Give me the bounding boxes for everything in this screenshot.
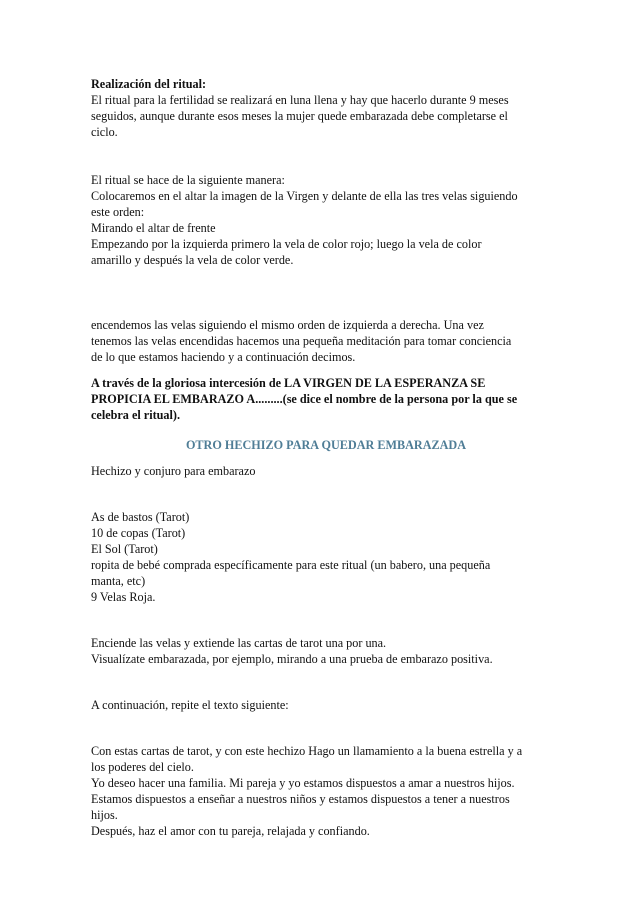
materials-item: ropita de bebé comprada específicamente para este ritual (un babero, una pequeña — [91, 558, 491, 572]
ritual-text-line: El ritual para la fertilidad se realizará en luna llena y hay que hacerlo durante 9 meses — [91, 93, 509, 107]
spacer — [91, 423, 561, 437]
repeat-section — [91, 697, 561, 713]
subtitle-text: Hechizo y conjuro para embarazo — [91, 464, 256, 478]
spell-line: Después, haz el amor con tu pareja, relajada y confiando. — [91, 824, 370, 838]
spacer — [91, 268, 561, 317]
subtitle — [91, 463, 561, 479]
spacer — [91, 140, 561, 172]
section-heading: OTRO HECHIZO PARA QUEDAR EMBARAZADA — [185, 438, 467, 452]
instructions-line: Colocaremos en el altar la imagen de la Virgen y delante de ella las tres velas siguiendo — [91, 189, 518, 203]
invocation-line: A través de la gloriosa intercesión de LA VIRGEN DE LA ESPERANZA SE — [91, 376, 486, 390]
materials-item: El Sol (Tarot) — [91, 542, 158, 556]
invocation-section — [91, 375, 561, 423]
steps-line: Visualízate embarazada, por ejemplo, mirando a una prueba de embarazo positiva. — [91, 652, 493, 666]
steps-section — [91, 635, 561, 667]
lighting-line: de lo que estamos haciendo y a continuación decimos. — [91, 350, 356, 364]
ritual-text-line: ciclo. — [91, 125, 118, 139]
ritual-title: Realización del ritual: — [91, 77, 207, 91]
materials-item: As de bastos (Tarot) — [91, 510, 190, 524]
instructions-section — [91, 172, 561, 268]
instructions-line: El ritual se hace de la siguiente manera: — [91, 173, 285, 187]
steps-line: Enciende las velas y extiende las cartas de tarot una por una. — [91, 636, 387, 650]
spell-section — [91, 743, 561, 839]
spacer — [91, 667, 561, 697]
materials-item: 10 de copas (Tarot) — [91, 526, 186, 540]
materials-list — [91, 509, 561, 605]
lighting-line: encendemos las velas siguiendo el mismo orden de izquierda a derecha. Una vez — [91, 318, 484, 332]
materials-item: manta, etc) — [91, 574, 146, 588]
repeat-text: A continuación, repite el texto siguiente: — [91, 698, 289, 712]
materials-item: 9 Velas Roja. — [91, 590, 156, 604]
lighting-line: tenemos las velas encendidas hacemos una pequeña meditación para tomar conciencia — [91, 334, 512, 348]
instructions-line: Mirando el altar de frente — [91, 221, 216, 235]
spacer — [91, 453, 561, 463]
invocation-line: celebra el ritual). — [91, 408, 181, 422]
spacer — [91, 365, 561, 375]
instructions-line: este orden: — [91, 205, 145, 219]
spell-line: los poderes del cielo. — [91, 760, 194, 774]
spacer — [91, 713, 561, 743]
document-page — [91, 76, 561, 839]
ritual-section — [91, 76, 561, 140]
spell-line: Con estas cartas de tarot, y con este hechizo Hago un llamamiento a la buena estrella y a — [91, 744, 523, 758]
lighting-section — [91, 317, 561, 365]
spell-line: Estamos dispuestos a enseñar a nuestros niños y estamos dispuestos a tener a nuestros — [91, 792, 510, 806]
invocation-line: PROPICIA EL EMBARAZO A.........(se dice el nombre de la persona por la que se — [91, 392, 518, 406]
spell-line: hijos. — [91, 808, 118, 822]
ritual-text-line: seguidos, aunque durante esos meses la mujer quede embarazada debe completarse el — [91, 109, 508, 123]
instructions-line: amarillo y después la vela de color verde. — [91, 253, 294, 267]
spell-line: Yo deseo hacer una familia. Mi pareja y yo estamos dispuestos a amar a nuestros hijos. — [91, 776, 515, 790]
spacer — [91, 479, 561, 509]
spacer — [91, 605, 561, 635]
instructions-line: Empezando por la izquierda primero la vela de color rojo; luego la vela de color — [91, 237, 482, 251]
